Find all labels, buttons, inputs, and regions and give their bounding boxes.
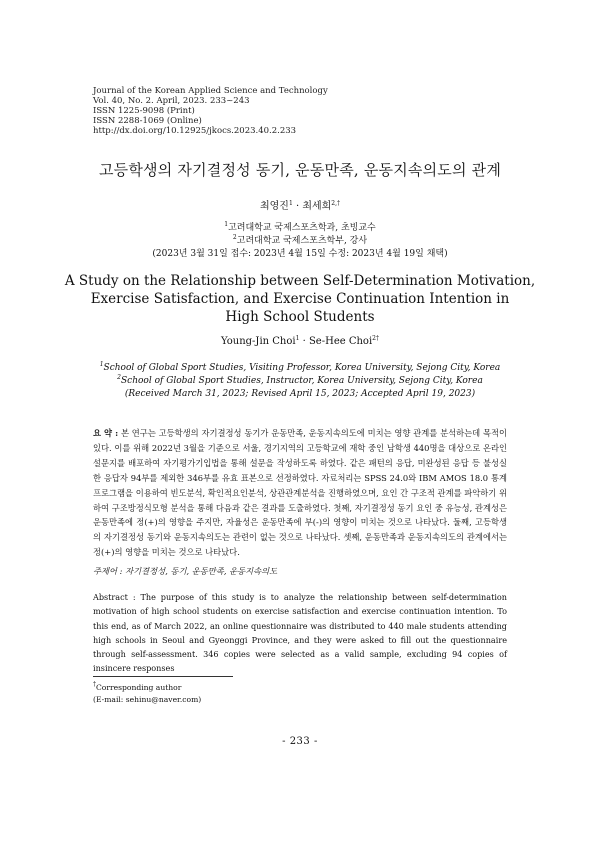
korean-keywords: 주제어 : 자기결정성, 동기, 운동만족, 운동지속의도 <box>93 566 278 576</box>
korean-title: 고등학생의 자기결정성 동기, 운동만족, 운동지속의도의 관계 <box>98 161 502 179</box>
author-1-mark: 1 <box>288 200 293 207</box>
journal-issn-online: ISSN 2288-1069 (Online) <box>93 116 202 126</box>
author-1-name: 최영진 <box>259 201 289 212</box>
english-affiliations <box>0 362 600 401</box>
affiliation-1-text: 고려대학교 국제스포츠학과, 초빙교수 <box>228 223 376 233</box>
footnote-divider <box>93 676 233 677</box>
affiliation-1-text-en: School of Global Sport Studies, Visiting Professor, Korea University, Sejong City, Korea <box>103 363 501 373</box>
author-1-mark-en: 1 <box>295 335 300 342</box>
author-2-name: 최세희 <box>302 201 332 212</box>
journal-doi-link[interactable]: http://dx.doi.org/10.12925/jkocs.2023.40.2.233 <box>93 126 297 136</box>
affiliation-2 <box>0 235 600 248</box>
footnote-email: (E-mail: sehinu@naver.com) <box>93 695 202 704</box>
affiliation-2-text: 고려대학교 국제스포츠학부, 강사 <box>236 236 368 246</box>
author-2-name-en: Se-Hee Choi <box>308 336 373 347</box>
korean-affiliations <box>0 222 600 261</box>
affiliation-1 <box>0 222 600 235</box>
english-abstract-label: Abstract : <box>93 592 136 602</box>
author-1-name-en: Young-Jin Choi <box>221 336 296 347</box>
journal-name: Journal of the Korean Applied Science and Technology <box>93 86 328 96</box>
korean-authors <box>0 197 600 212</box>
english-abstract-text: The purpose of this study is to analyze the relationship between self-determination motivation of high school students on exercise satisfaction and exercise continuation intention. To this end, as of March 2022, an online questionnaire was distributed to 440 male students attending high schools in Seoul and Gyeonggi Province, and they were asked to fill out the questionnaire through self-assessment. 346 copies were selected as a valid sample, excluding 94 copies of insincere responses <box>93 592 507 674</box>
page-number: - 233 - <box>282 736 318 747</box>
english-dates: (Received March 31, 2023; Revised April 15, 2023; Accepted April 19, 2023) <box>124 389 476 399</box>
affiliation-2-mark-en: 2 <box>117 374 121 381</box>
author-separator: · <box>292 201 303 212</box>
korean-abstract <box>93 426 507 560</box>
english-authors <box>0 336 600 347</box>
english-title-line: A Study on the Relationship between Self-Determination Motivation, <box>64 273 536 289</box>
english-title <box>60 272 540 326</box>
korean-dates: (2023년 3월 31일 접수: 2023년 4월 15일 수정: 2023년 4월 19일 채택) <box>152 249 448 259</box>
english-abstract <box>93 590 507 676</box>
corresponding-footnote <box>93 682 201 706</box>
journal-issn-print: ISSN 1225-9098 (Print) <box>93 106 195 116</box>
dagger-mark: † <box>93 681 96 688</box>
journal-volume: Vol. 40, No. 2. April, 2023. 233~243 <box>93 96 250 106</box>
korean-abstract-text: 본 연구는 고등학생의 자기결정성 동기가 운동만족, 운동지속의도에 미치는 영향 관계를 분석하는데 목적이 있다. 이를 위해 2022년 3월을 기준으로 서울, 경기지역의 고등학교에 재학 중인 남학생 440명을 대상으로 온라인 설문지를 배포하여 자기평가기입법을 통해 설문을 작성하도록 하였다. 같은 패턴의 응답, 미완성된 응답 등 불성실한 응답자 94부를 제외한 346부를 유효 표본으로 선정하였다. 자료처리는 SPSS 24.0와 IBM AMOS 18.0 통계 프로그램을 이용하여 빈도분석, 확인적요인분석, 상관관계분석을 진행하였으며, 요인 간 구조적 관계를 파악하기 위하여 구조방정식모형 분석을 통해 다음과 같은 결과를 도출하였다. 첫째, 자기결정성 동기 요인 중 유능성, 관계성은 운동만족에 정(+)의 영향을 주지만, 자율성은 운동만족에 부(-)의 영향이 미치는 것으로 나타났다. 둘째, 고등학생의 자기결정성 동기와 운동지속의도는 관련이 없는 것으로 나타났다. 셋째, 운동만족과 운동지속의도의 관계에서는 정(+)의 영향을 미치는 것으로 나타났다. <box>93 428 507 558</box>
affiliation-2-text-en: School of Global Sport Studies, Instructor, Korea University, Sejong City, Korea <box>121 376 483 386</box>
author-2-mark-en: 2† <box>372 335 379 342</box>
journal-info <box>93 86 393 136</box>
footnote-line-1 <box>93 682 201 694</box>
english-title-line: Exercise Satisfaction, and Exercise Continuation Intention in <box>90 291 510 307</box>
affiliation-2-en <box>0 375 600 388</box>
footnote-label: Corresponding author <box>96 683 182 692</box>
affiliation-2-mark: 2 <box>232 234 237 241</box>
affiliation-1-mark-en: 1 <box>99 361 104 368</box>
affiliation-1-en <box>0 362 600 375</box>
korean-abstract-label: 요 약 : <box>93 428 119 438</box>
english-title-line: High School Students <box>225 309 375 325</box>
affiliation-1-mark: 1 <box>224 221 229 228</box>
author-separator-en: · <box>299 336 309 347</box>
author-2-mark: 2,† <box>331 200 341 207</box>
